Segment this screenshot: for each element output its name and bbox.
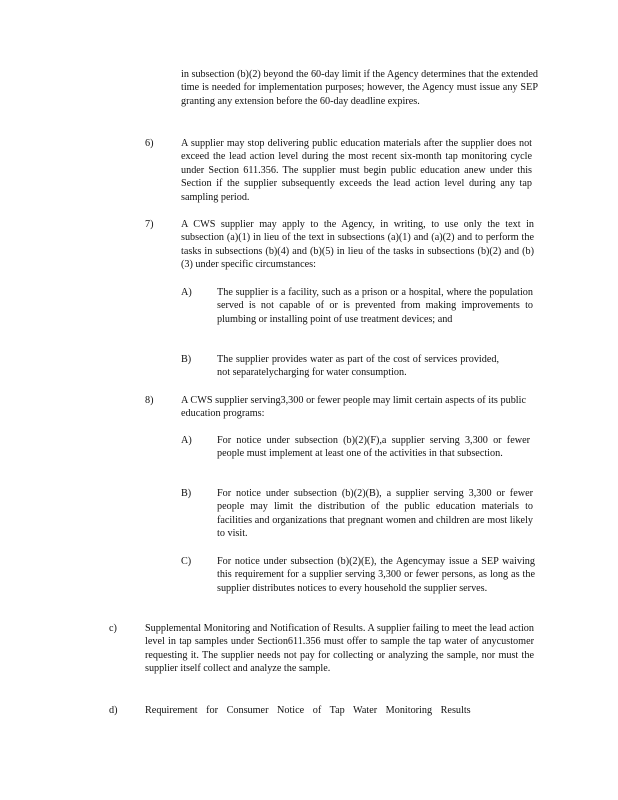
subsection-8-B-text: For notice under subsection (b)(2)(B), a supplier serving 3,300 or fewer people may limit the distribution of the public education materials to facilities and organizations that pregnant women and children are most likely to visit. — [217, 488, 533, 540]
subsection-c-text: Supplemental Monitoring and Notification of Results. A supplier failing to meet the lead action level in tap samples under Section611.356 must offer to sample the tap water of anycustomer requesting it. The supplier needs not pay for collecting or analyzing the sample, nor must the supplier itself collect and analyze the sample. — [145, 623, 534, 675]
subsection-7-B-label: B) — [181, 354, 192, 365]
subsection-d-heading: Requirement for Consumer Notice of Tap Water Monitoring Results — [145, 705, 471, 716]
subsection-8-label: 8) — [145, 395, 154, 406]
paragraph-b5-continuation: in subsection (b)(2) beyond the 60-day limit if the Agency determines that the extended time is needed for implementation purposes; however, the Agency must issue any SEP granting any extension before the 60-day deadline expires. — [181, 69, 538, 107]
subsection-7-A-label: A) — [181, 287, 192, 298]
subsection-7-B-text: The supplier provides water as part of the cost of services provided, not separatelycharging for water consumption. — [217, 354, 499, 379]
subsection-7-text: A CWS supplier may apply to the Agency, in writing, to use only the text in subsection (a)(1) in lieu of the text in subsections (a)(1) and (a)(2) and to perform the tasks in subsections (b)(4) and (b)(5) in lieu of the tasks in subsections (b)(2) and (b)(3) under specific circumstances: — [181, 219, 534, 271]
subsection-8-A-text: For notice under subsection (b)(2)(F),a supplier serving 3,300 or fewer people must implement at least one of the activities in that subsection. — [217, 435, 530, 460]
subsection-8-C-text: For notice under subsection (b)(2)(E), the Agencymay issue a SEP waiving this requirement for a supplier serving 3,300 or fewer persons, as long as the supplier distributes notices to every household the supplier serves. — [217, 556, 535, 594]
subsection-d-label: d) — [109, 705, 118, 716]
subsection-7-label: 7) — [145, 219, 154, 230]
subsection-c-label: c) — [109, 623, 117, 634]
subsection-6-label: 6) — [145, 138, 154, 149]
subsection-8-C-label: C) — [181, 556, 192, 567]
subsection-6-text: A supplier may stop delivering public education materials after the supplier does not exceed the lead action level during the most recent six-month tap monitoring cycle under Section 611.356. The supplier must begin public education anew under this Section if the supplier subsequently exceeds the lead action level during any tap sampling period. — [181, 138, 532, 203]
subsection-8-text: A CWS supplier serving3,300 or fewer people may limit certain aspects of its public education programs: — [181, 395, 526, 420]
subsection-8-A-label: A) — [181, 435, 192, 446]
subsection-8-B-label: B) — [181, 488, 192, 499]
subsection-7-A-text: The supplier is a facility, such as a prison or a hospital, where the population served is not capable of or is prevented from making improvements to plumbing or installing point of use treatment devices; and — [217, 287, 533, 325]
